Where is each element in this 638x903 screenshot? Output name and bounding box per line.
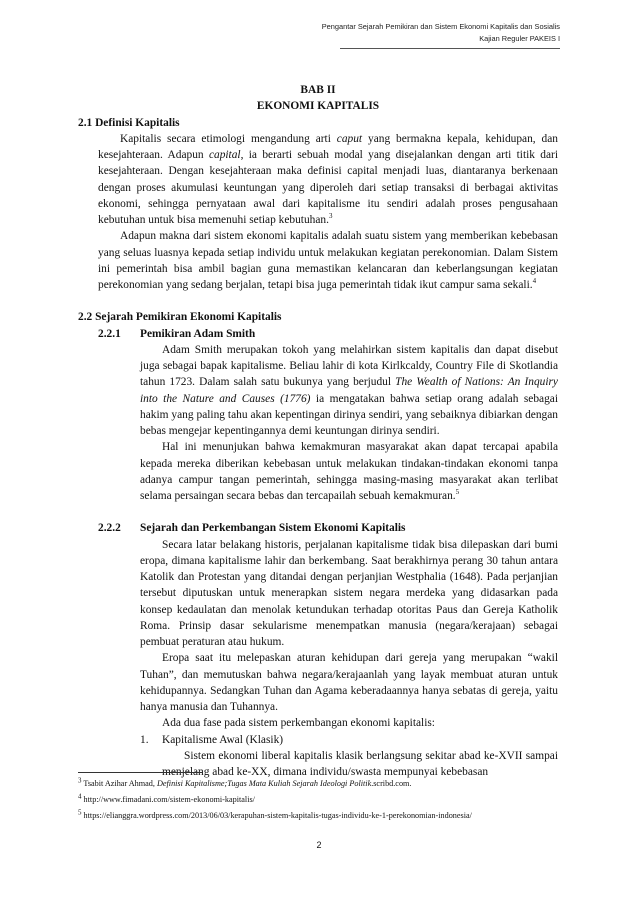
term-caput: caput	[336, 132, 363, 145]
section-heading-2-2: 2.2 Sejarah Pemikiran Ekonomi Kapitalis	[78, 311, 282, 324]
document-body	[78, 82, 558, 780]
footnotes	[78, 778, 568, 826]
header-subtitle: Kajian Reguler PAKEIS I	[479, 34, 560, 43]
paragraph-sejarah-3: Ada dua fase pada sistem perkembangan ekonomi kapitalis:	[162, 717, 435, 730]
list-number: 1.	[140, 733, 149, 746]
footnote-link[interactable]: http://www.fimadani.com/sistem-ekonomi-kapitalis/	[83, 795, 255, 804]
subsection-title: Sejarah dan Perkembangan Sistem Ekonomi Kapitalis	[140, 522, 406, 535]
paragraph-adam-smith-2: Hal ini menunjukan bahwa kemakmuran masyarakat akan dapat tercapai apabila kepada mereka diberikan kebebasan untuk melakukan tindakan-tindakan ekonomi tanpa adanya campur tangan pemerintah, sehingga masing-masing masyarakat akan terlibat selama persaingan secara bebas dan tercapailah sebuah kemakmuran.$^5$	[140, 441, 558, 502]
section-heading-2-1: 2.1 Definisi Kapitalis	[78, 116, 180, 129]
footnote-3: $^3$ Tsabit Azihar Ahmad, Definisi Kapitalisme;Tugas Mata Kuliah Sejarah Ideologi Politik.scribd.com.	[78, 776, 412, 788]
page-number: 2	[316, 840, 322, 850]
term-capital: capital	[208, 149, 241, 161]
header-title: Pengantar Sejarah Pemikiran dan Sistem Ekonomi Kapitalis dan Sosialis	[321, 22, 560, 31]
subsection-heading-2-2-1	[78, 326, 558, 342]
book-title: The Wealth of Nations: An Inquiry into the Nature and Causes (1776)	[140, 376, 558, 405]
footnote-rule	[78, 772, 202, 773]
paragraph-kapitalisme-awal: Sistem ekonomi liberal kapitalis klasik berlangsung sekitar abad ke-XVII sampai menjelang abad ke-XX, dimana individu/swasta mempunyai kebebasan	[162, 749, 558, 778]
footnote-5: $^5$ https://elianggra.wordpress.com/2013/06/03/kerapuhan-sistem-kapitalis-tugas-individu-ke-1-perekonomian-indonesia/	[78, 808, 472, 820]
header-rule	[340, 48, 560, 49]
footnote-4: $^4$ http://www.fimadani.com/sistem-ekonomi-kapitalis/	[78, 792, 255, 804]
subsection-number: 2.2.1	[98, 327, 121, 340]
footnote-ref-4: 4	[532, 277, 537, 286]
paragraph-definisi-2: Adapun makna dari sistem ekonomi kapitalis adalah suatu sistem yang memberikan kebebasan yang seluas luasnya kepada setiap individu untuk melakukan kegiatan perekonomian. Dalam Sistem ini pemerintah bisa ambil bagian guna memastikan kelancaran dan keberlangsungan kegiatan perekonomian yang sedang berjalan, tetapi bisa juga pemerintah tidak ikut campur sama sekali.$^4$	[98, 230, 558, 291]
paragraph-adam-smith-1: Adam Smith merupakan tokoh yang melahirkan sistem kapitalis dan dapat disebut juga sebagai bapak kapitalisme. Beliau lahir di kota Kirlkcaldy, Country File di Skotlandia tahun 1723. Dalam salah satu bukunya yang berjudul The Wealth of Nations: An Inquiry into the Nature and Causes (1776) ia mengatakan bahwa setiap orang adalah sebagai hakim yang paling tahu akan kepentingan dirinya sendiri, yang sebaiknya dibiarkan dengan bebas mengejar kepentingannya demi keuntungan dirinya sendiri.	[140, 343, 558, 437]
paragraph-sejarah-2: Eropa saat itu melepaskan aturan kehidupan dari gereja yang merupakan “wakil Tuhan”, dan memutuskan bahwa negara/kerajaanlah yang layak membuat aturan untuk kehidupannya. Sedangkan Tuhan dan Agama keberadaannya hanya sebatas di gereja, yaitu hanya manusia dan Tuhannya.	[140, 652, 558, 713]
footnote-ref-3: 3	[328, 212, 333, 221]
footnote-ref-5: 5	[455, 488, 460, 497]
footnote-link[interactable]: https://elianggra.wordpress.com/2013/06/03/kerapuhan-sistem-kapitalis-tugas-individu-ke-1-perekonomian-indonesia/	[83, 811, 472, 820]
paragraph-definisi-1: Kapitalis secara etimologi mengandung arti caput yang bermakna kepala, kehidupan, dan kesejahteraan. Adapun capital, ia berarti sebuah modal yang disejalankan dengan arti titik dari kesejahteraan. Dengan kesejahteraan maka definisi capital menjadi luas, diantaranya berkenaan dengan proses akumulasi keuntungan yang diperoleh dari setiap transaksi di berbagai aktivitas ekonomi, sehingga pernyataan awal dari kapitalisme itu sendiri adalah proses pengusahaan kebutuhan untuk bisa memenuhi setiap kebutuhan.$^3$	[98, 132, 559, 226]
subsection-title: Pemikiran Adam Smith	[140, 327, 256, 340]
list-item-label: Kapitalisme Awal (Klasik)	[162, 733, 284, 746]
chapter-title: EKONOMI KAPITALIS	[256, 100, 380, 113]
running-header	[322, 21, 560, 45]
subsection-number: 2.2.2	[98, 522, 121, 535]
subsection-heading-2-2-2	[78, 520, 558, 536]
paragraph-sejarah-1: Secara latar belakang historis, perjalanan kapitalisme tidak bisa dilepaskan dari bumi eropa, dimana kapitalisme lahir dan berkembang. Saat berakhirnya perang 30 tahun antara Katolik dan Protestan yang ditandai dengan perjanjian Westphalia (1648). Pada perjanjian tersebut diputuskan untuk menerapkan sistem negara merdeka yang didasarkan pada konsep kedaulatan dan menolak ketundukan terhadap otoritas Paus dan Gereja Katholik Roma. Prinsip dasar sekularisme menempatkan manusia (negara/kerajaan) sebagai pembuat peraturan atau hukum.	[140, 538, 558, 648]
list-item	[78, 732, 558, 748]
chapter-number: BAB II	[300, 84, 336, 96]
